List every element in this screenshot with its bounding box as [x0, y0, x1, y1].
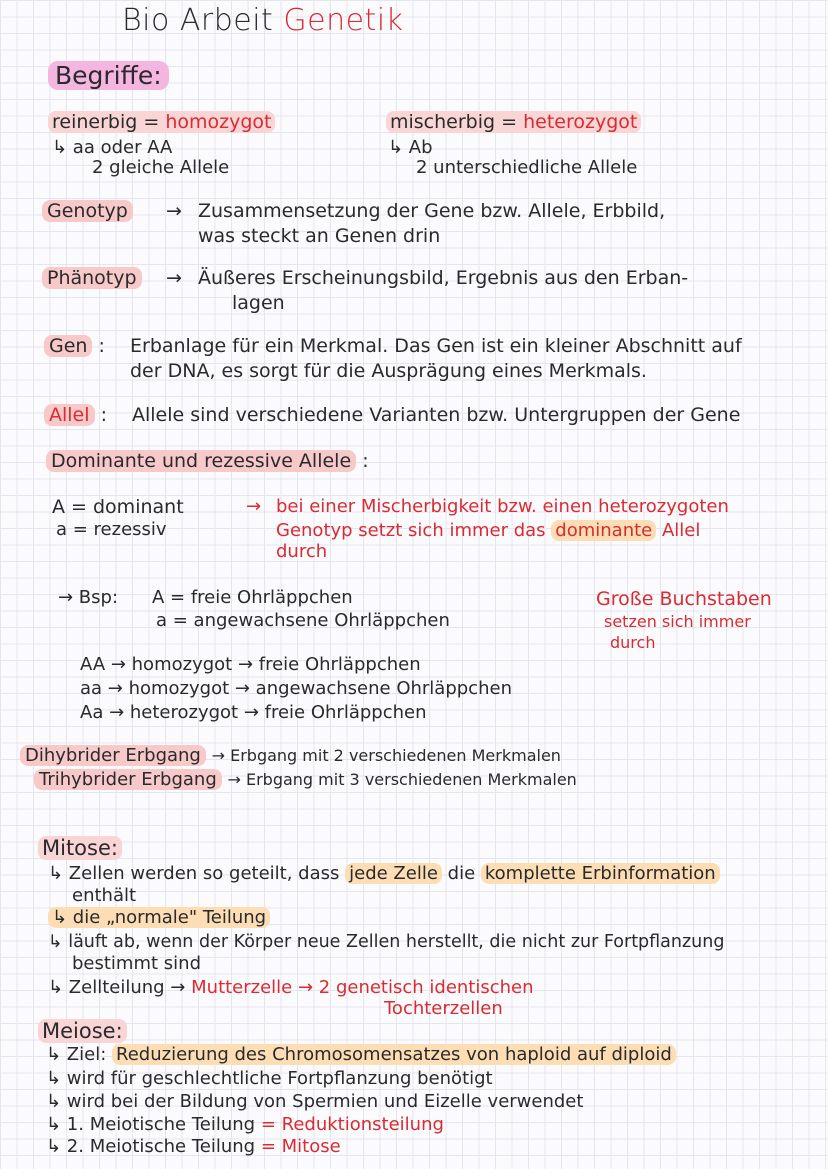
meiose-b5-red: = Mitose	[260, 1136, 341, 1157]
genotyp-line2: was steckt an Genen drin	[198, 225, 441, 247]
mitose-b4-text: ↳ Zellteilung →	[48, 977, 186, 998]
phaenotyp-line1: Äußeres Erscheinungsbild, Ergebnis aus den Erban-	[198, 267, 689, 289]
mischerbig-eq: =	[501, 111, 518, 133]
mitose-b1-text: ↳ Zellen werden so geteilt, dass	[48, 863, 340, 884]
mitose-bullet3-cont: bestimmt sind	[72, 953, 201, 974]
dihybrid-row	[20, 746, 561, 767]
dominance-arrow: →	[246, 496, 262, 517]
allel-colon: :	[100, 404, 107, 426]
genotyp-arrow: →	[166, 200, 182, 222]
genotyp-line1: Zusammensetzung der Gene bzw. Allele, Erbbild,	[198, 200, 666, 222]
title-topic: Genetik	[283, 3, 404, 38]
reinerbig-definition	[48, 112, 275, 134]
mitose-b1-highlight2: komplette Erbinformation	[481, 863, 720, 884]
dominance-explanation-line1: bei einer Mischerbigkeit bzw. einen heterozygoten	[276, 496, 729, 517]
mitose-label: Mitose:	[38, 836, 122, 860]
dominant-recessive-heading	[46, 451, 369, 473]
recessive-allele: a = rezessiv	[56, 519, 167, 540]
mitose-b1-text2: die	[447, 863, 476, 884]
reinerbig-line1: ↳ aa oder AA	[52, 137, 173, 158]
reinerbig-line2: 2 gleiche Allele	[92, 157, 230, 178]
meiose-b5-text: ↳ 2. Meiotische Teilung	[46, 1136, 256, 1157]
reinerbig-term-highlight	[48, 111, 275, 133]
allel-text: Allele sind verschiedene Varianten bzw. Untergruppen der Gene	[132, 404, 741, 426]
meiose-b4-red: = Reduktionsteilung	[260, 1114, 444, 1135]
trihybrid-row	[34, 770, 577, 791]
phaenotyp-term	[42, 268, 142, 290]
example-AA: AA → homozygot → freie Ohrläppchen	[80, 654, 421, 675]
mitose-bullet4	[48, 978, 534, 999]
trihybrid-text: → Erbgang mit 3 verschiedenen Merkmalen	[227, 770, 577, 789]
section-heading-begriffe	[48, 62, 169, 91]
mischerbig-value: heterozygot	[523, 111, 638, 133]
example-big-a: A = freie Ohrläppchen	[152, 587, 353, 608]
allel-label: Allel	[44, 404, 95, 426]
meiose-label: Meiose:	[38, 1019, 127, 1043]
meiose-bullet1	[46, 1045, 676, 1066]
mischerbig-term: mischerbig	[390, 111, 496, 133]
trihybrid-term: Trihybrider Erbgang	[34, 769, 222, 790]
meiose-bullet5	[46, 1137, 341, 1158]
dominant-recessive-label: Dominante und rezessive Allele	[46, 450, 356, 472]
example-Aa: Aa → heterozygot → freie Ohrläppchen	[80, 702, 427, 723]
side-note-line3: durch	[610, 633, 656, 652]
gen-label: Gen	[44, 335, 92, 357]
mischerbig-definition	[386, 112, 641, 134]
dihybrid-text: → Erbgang mit 2 verschiedenen Merkmalen	[211, 746, 561, 765]
dominance-explanation-line2	[276, 521, 700, 542]
page-title	[122, 4, 404, 39]
meiose-b4-text: ↳ 1. Meiotische Teilung	[46, 1114, 256, 1135]
side-note-line1: Große Buchstaben	[596, 588, 772, 610]
genotyp-term	[42, 201, 133, 223]
meiose-bullet2: ↳ wird für geschlechtliche Fortpflanzung benötigt	[46, 1068, 493, 1089]
gen-line2: der DNA, es sorgt für die Ausprägung eines Merkmals.	[130, 360, 647, 382]
mitose-bullet1	[48, 864, 720, 885]
mitose-bullet1-cont: enthält	[72, 885, 137, 906]
example-small-a: a = angewachsene Ohrläppchen	[156, 610, 450, 631]
reinerbig-term: reinerbig	[52, 111, 138, 133]
meiose-bullet4	[46, 1115, 444, 1136]
gen-term	[44, 336, 105, 358]
dominance-explanation-line3: durch	[276, 541, 328, 562]
meiose-b1-label: ↳ Ziel:	[46, 1044, 107, 1065]
phaenotyp-arrow: →	[166, 267, 182, 289]
phaenotyp-line2: lagen	[232, 292, 285, 314]
dominant-recessive-colon: :	[362, 450, 369, 472]
mitose-bullet2	[48, 908, 270, 929]
mischerbig-line2: 2 unterschiedliche Allele	[416, 157, 638, 178]
begriffe-label: Begriffe:	[48, 61, 169, 90]
mitose-bullet3: ↳ läuft ab, wenn der Körper neue Zellen herstellt, die nicht zur Fortpflanzung	[48, 932, 725, 952]
mitose-b2-highlight: ↳ die „normale" Teilung	[48, 907, 270, 928]
dominance-text-c: Allel	[661, 520, 701, 541]
reinerbig-eq: =	[143, 111, 160, 133]
mitose-bullet4-cont: Tochterzellen	[384, 998, 503, 1019]
phaenotyp-label: Phänotyp	[42, 267, 142, 289]
mitose-heading	[38, 836, 122, 860]
dominant-allele: A = dominant	[52, 496, 184, 518]
genotyp-label: Genotyp	[42, 200, 133, 222]
meiose-bullet3: ↳ wird bei der Bildung von Spermien und Eizelle verwendet	[46, 1091, 584, 1112]
side-note-line2: setzen sich immer	[604, 612, 751, 631]
mitose-b4-red: Mutterzelle → 2 genetisch identischen	[191, 977, 534, 998]
meiose-b1-highlight: Reduzierung des Chromosomensatzes von haploid auf diploid	[112, 1044, 676, 1065]
gen-line1: Erbanlage für ein Merkmal. Das Gen ist ein kleiner Abschnitt auf	[130, 335, 742, 357]
gen-colon: :	[98, 335, 105, 357]
meiose-heading	[38, 1019, 127, 1043]
dihybrid-term: Dihybrider Erbgang	[20, 745, 206, 766]
dominance-text-highlight: dominante	[551, 520, 656, 541]
allel-term	[44, 405, 107, 427]
mischerbig-term-highlight	[386, 111, 641, 133]
mischerbig-line1: ↳ Ab	[388, 137, 433, 158]
title-main: Bio Arbeit	[122, 3, 274, 38]
example-aa: aa → homozygot → angewachsene Ohrläppchen	[80, 678, 512, 699]
dominance-text-a: Genotyp setzt sich immer das	[276, 520, 546, 541]
mitose-b1-highlight1: jede Zelle	[345, 863, 442, 884]
example-label: → Bsp:	[58, 587, 119, 608]
reinerbig-value: homozygot	[165, 111, 272, 133]
